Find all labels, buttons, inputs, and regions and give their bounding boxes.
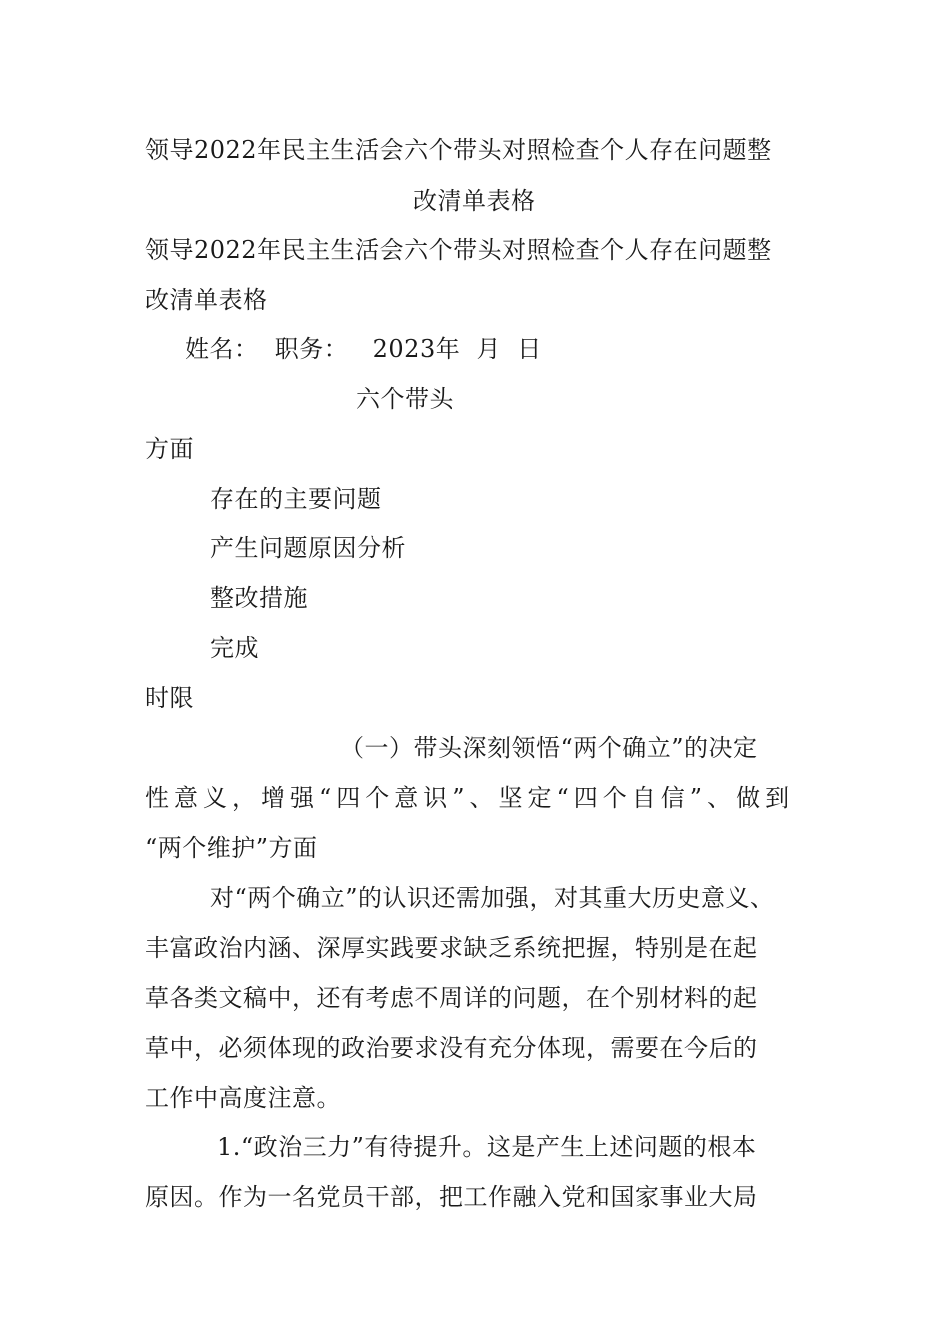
table-header-deadline: 时限 [145,684,194,712]
paragraph-1-line-2: 丰富政治内涵、深厚实践要求缺乏系统把握，特别是在起 [145,934,758,962]
table-header-measures: 整改措施 [210,584,308,612]
title-line-2: 改清单表格 [413,187,536,215]
table-header-six: 六个带头 [356,385,454,413]
section-1-line-3: “两个维护”方面 [145,834,318,862]
table-header-problems: 存在的主要问题 [210,485,382,513]
repeat-title-line-2: 改清单表格 [145,286,268,314]
paragraph-1-line-1: 对“两个确立”的认识还需加强，对其重大历史意义、 [210,884,775,912]
paragraph-2-line-1: 1.“政治三力”有待提升。这是产生上述问题的根本 [217,1133,757,1161]
table-header-aspect: 方面 [145,435,194,463]
repeat-title-line-1: 领导2022年民主生活会六个带头对照检查个人存在问题整 [145,236,772,264]
paragraph-2-line-2: 原因。作为一名党员干部，把工作融入党和国家事业大局 [145,1183,758,1211]
paragraph-1-line-3: 草各类文稿中，还有考虑不周详的问题，在个别材料的起 [145,984,758,1012]
meta-line: 姓名： 职务： 2023年 月 日 [185,335,542,363]
title-line-1: 领导2022年民主生活会六个带头对照检查个人存在问题整 [145,136,772,164]
section-1-line-2: 性意义，增强“四个意识”、坚定“四个自信”、做到 [145,784,795,812]
paragraph-1-line-4: 草中，必须体现的政治要求没有充分体现，需要在今后的 [145,1034,758,1062]
table-header-complete: 完成 [210,634,259,662]
section-1-line-1: （一）带头深刻领悟“两个确立”的决定 [340,734,758,762]
table-header-cause: 产生问题原因分析 [210,534,406,562]
paragraph-1-line-5: 工作中高度注意。 [145,1084,341,1112]
